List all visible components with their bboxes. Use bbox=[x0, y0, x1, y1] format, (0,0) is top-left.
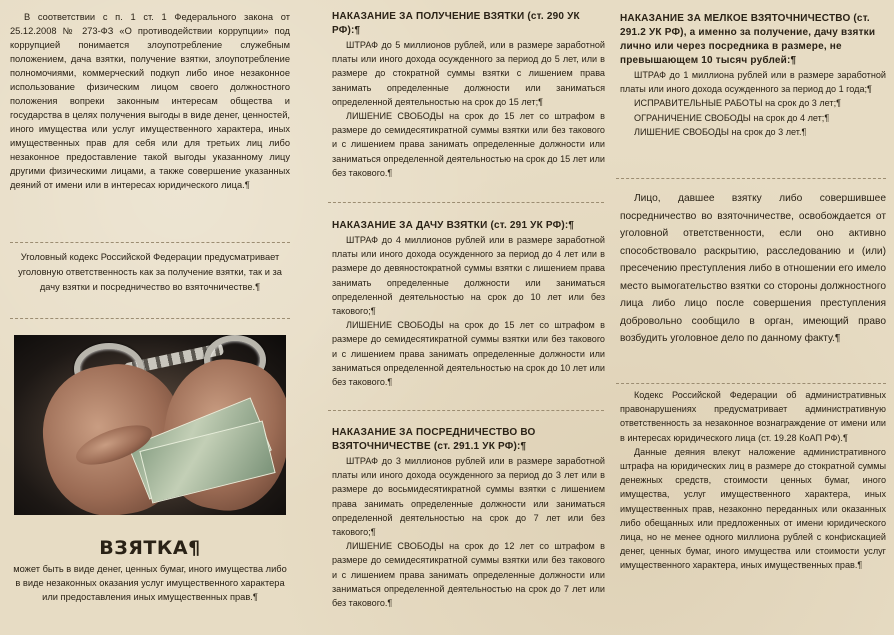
bribe-definition: может быть в виде денег, ценных бумаг, иного имущества либо в виде незаконных оказания услуг имущественного характера или предоставления иных имущественных прав.¶ bbox=[13, 564, 287, 602]
divider bbox=[10, 318, 290, 319]
imprisonment-text: ЛИШЕНИЕ СВОБОДЫ на срок до 15 лет со штрафом в размере до семидесятикратной суммы взятки или без такового и с лишением права занимать определенные должности или заниматься определенной деятельностью на срок до 15 лет или без такового.¶ bbox=[332, 111, 605, 178]
section-koap bbox=[620, 388, 886, 573]
imprisonment-text: ЛИШЕНИЕ СВОБОДЫ на срок до 12 лет со штрафом в размере до семидесятикратной суммы взятки или без такового и с лишением права занимать определенные должности или заниматься определенной деятельностью на срок до 7 лет или без такового.¶ bbox=[332, 541, 605, 609]
section-receiving-bribe bbox=[332, 10, 605, 180]
divider bbox=[10, 242, 290, 243]
section-title: НАКАЗАНИЕ ЗА ПОСРЕДНИЧЕСТВО ВО ВЗЯТОЧНИЧЕСТВЕ (ст. 291.1 УК РФ):¶ bbox=[332, 427, 536, 452]
fine-text: ШТРАФ до 3 миллионов рублей или в размере заработной платы или иного дохода осужденного за период до 3 лет или в размере до восьмидесятикратной суммы взятки с лишением права занимать определенные должности или заниматься определенной деятельностью на срок до 7 лет или без такового;¶ bbox=[332, 456, 605, 538]
exemption-text: Лицо, давшее взятку либо совершившее посредничество во взяточничестве, освобождается от уголовной ответственности, если оно активно способствовало раскрытию, расследованию и (или) пресечению преступления либо в отношении его имело место вымогательство взятки со стороны должностного лица либо лицо после совершения преступления добровольно сообщило в орган, имеющий право возбудить уголовное дело по данному факту.¶ bbox=[620, 193, 886, 344]
section-petty-bribery bbox=[620, 12, 886, 139]
section-giving-bribe bbox=[332, 219, 605, 389]
fine-text: ШТРАФ до 1 миллиона рублей или в размере заработной платы или иного дохода осужденного за период до 1 года;¶ bbox=[620, 70, 886, 95]
section-title: НАКАЗАНИЕ ЗА ДАЧУ ВЗЯТКИ (ст. 291 УК РФ):¶ bbox=[332, 220, 575, 231]
section-mediation bbox=[332, 426, 605, 610]
section-title: НАКАЗАНИЕ ЗА МЕЛКОЕ ВЗЯТОЧНИЧЕСТВО (ст. 291.2 УК РФ), а именно за получение, дачу взятки лично или через посредника в размере, не превышающем 10 тысяч рублей:¶ bbox=[620, 13, 876, 66]
restriction-text: ОГРАНИЧЕНИЕ СВОБОДЫ на срок до 4 лет;¶ bbox=[634, 112, 830, 123]
divider bbox=[328, 202, 604, 203]
koap-penalty-text: Данные деяния влекут наложение административного штрафа на юридических лиц в размере до стократной суммы денежных средств, стоимости ценных бумаг, иного имущества, услуг имущественного характера, иных имущественных прав, незаконно переданных или оказанных либо обещанных или предложенных от имени юридического лица, но не менее одного миллиона рублей с конфискацией денег, ценных бумаг, иного имущества или стоимости услуг имущественного характера, иных имущественных прав.¶ bbox=[620, 446, 886, 571]
fine-text: ШТРАФ до 5 миллионов рублей, или в размере заработной платы или иного дохода осужденного за период до 5 лет, или в размере до стократной суммы взятки с лишением права занимать определенные должности или заниматься определенной деятельностью на срок до 15 лет;¶ bbox=[332, 40, 605, 107]
bribe-title: ВЗЯТКА¶ bbox=[99, 537, 201, 559]
corruption-definition-text: В соответствии с п. 1 ст. 1 Федерального закона от 25.12.2008 № 273-ФЗ «О противодействии коррупции» под коррупцией понимается злоупотребление служебным положением, дача взятки, получение взятки, злоупотребление полномочиями, коммерческий подкуп либо иное незаконное использование физическим лицом своего должностного положения вопреки законным интересам общества и государства в целях получения выгоды в виде денег, ценностей, иного имущества или услуг имущественного характера, иных имущественных прав для себя или для третьих лиц либо незаконное предоставление такой выгоды указанному лицу другими физическими лицами, а также совершение указанных деяний от имени или в интересах юридического лица.¶ bbox=[10, 12, 290, 190]
criminal-code-note: Уголовный кодекс Российской Федерации предусматривает уголовную ответственность как за получение взятки, так и за дачу взятки и посредничество во взяточничестве.¶ bbox=[18, 252, 282, 292]
imprisonment-text: ЛИШЕНИЕ СВОБОДЫ на срок до 3 лет.¶ bbox=[634, 126, 807, 137]
imprisonment-text: ЛИШЕНИЕ СВОБОДЫ на срок до 15 лет со штрафом в размере до семидесятикратной суммы взятки или без такового и с лишением права занимать определенные должности или заниматься определенной деятельностью на срок до 10 лет или без такового.¶ bbox=[332, 320, 605, 388]
divider bbox=[616, 383, 886, 384]
divider bbox=[616, 178, 886, 179]
correctional-labor-text: ИСПРАВИТЕЛЬНЫЕ РАБОТЫ на срок до 3 лет;¶ bbox=[634, 98, 842, 109]
handcuffed-hands-money-image bbox=[14, 335, 286, 515]
divider bbox=[328, 410, 604, 411]
section-title: НАКАЗАНИЕ ЗА ПОЛУЧЕНИЕ ВЗЯТКИ (ст. 290 УК РФ):¶ bbox=[332, 11, 580, 36]
koap-text: Кодекс Российской Федерации об административных правонарушениях предусматривает административную ответственность за незаконное вознаграждение от имени или в интересах юридического лица (ст. 19.28 КоАП РФ).¶ bbox=[620, 390, 886, 443]
fine-text: ШТРАФ до 4 миллионов рублей или в размере заработной платы или иного дохода осужденного за период до 4 лет или в размере до девяностократной суммы взятки с лишением права занимать определенные должности или заниматься определенной деятельностью на срок до 10 лет или без такового;¶ bbox=[332, 235, 605, 317]
